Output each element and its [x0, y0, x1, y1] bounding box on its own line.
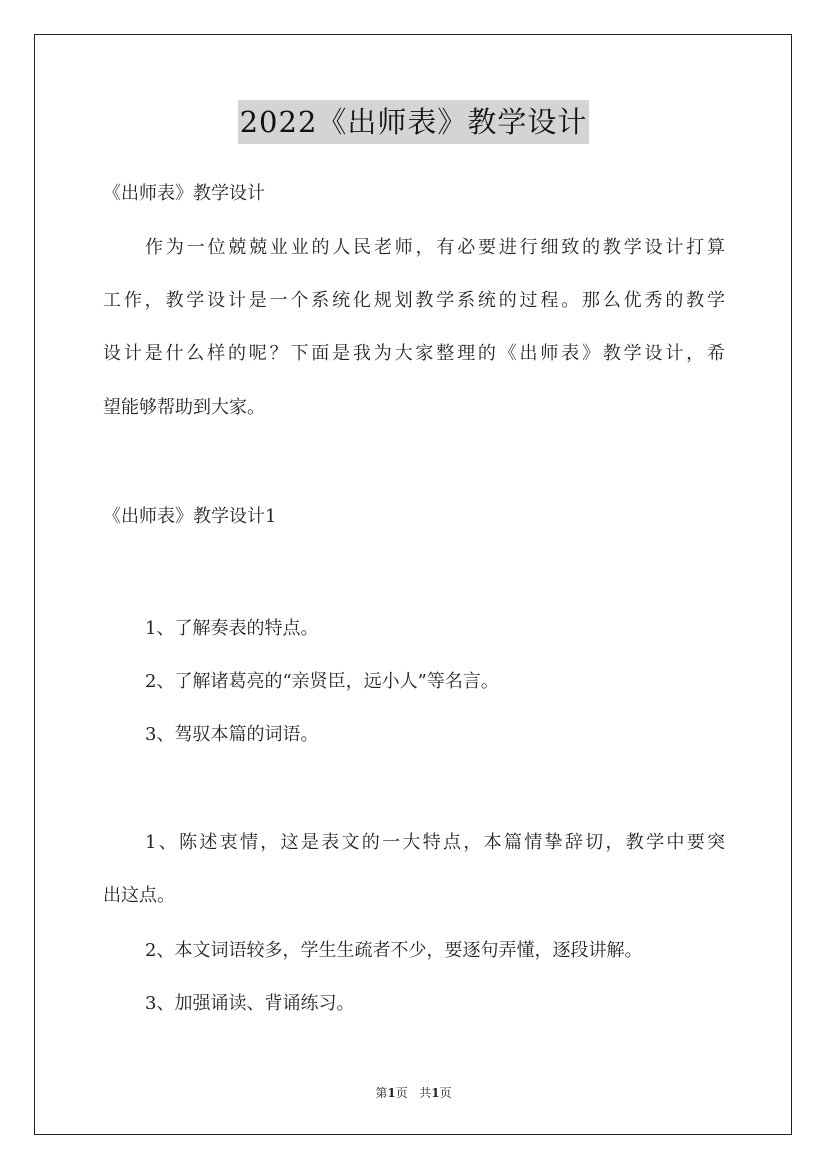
point-2: 2、本文词语较多，学生生疏者不少，要逐句弄懂，逐段讲解。	[145, 940, 643, 961]
goal-item-3: 3、驾驭本篇的词语。	[145, 724, 319, 745]
section-heading: 《出师表》教学设计1	[103, 506, 277, 527]
point-3: 3、加强诵读、背诵练习。	[145, 993, 355, 1014]
goal-item-1: 1、了解奏表的特点。	[145, 618, 319, 639]
subtitle: 《出师表》教学设计	[103, 183, 265, 204]
document-title: 2022《出师表》教学设计	[238, 100, 590, 144]
footer-page-number: 1	[387, 1086, 396, 1100]
footer-page-suffix: 页	[395, 1086, 408, 1100]
footer-total-prefix: 共	[419, 1086, 432, 1100]
point-1-line-1: 1、陈述衷情，这是表文的一大特点，本篇情挚辞切，教学中要突	[145, 832, 725, 853]
point-1-line-2: 出这点。	[103, 885, 175, 906]
footer-total-suffix: 页	[439, 1086, 452, 1100]
footer-page-prefix: 第	[375, 1086, 388, 1100]
intro-line-3: 设计是什么样的呢？下面是我为大家整理的《出师表》教学设计，希	[103, 343, 725, 364]
footer-total-number: 1	[431, 1086, 440, 1100]
page-footer	[0, 1084, 827, 1101]
title-container	[0, 100, 827, 144]
intro-line-2: 工作，教学设计是一个系统化规划教学系统的过程。那么优秀的教学	[103, 290, 725, 311]
intro-line-4: 望能够帮助到大家。	[103, 397, 265, 418]
goal-item-2: 2、了解诸葛亮的“亲贤臣，远小人”等名言。	[145, 671, 499, 692]
intro-line-1: 作为一位兢兢业业的人民老师，有必要进行细致的教学设计打算	[145, 237, 725, 258]
